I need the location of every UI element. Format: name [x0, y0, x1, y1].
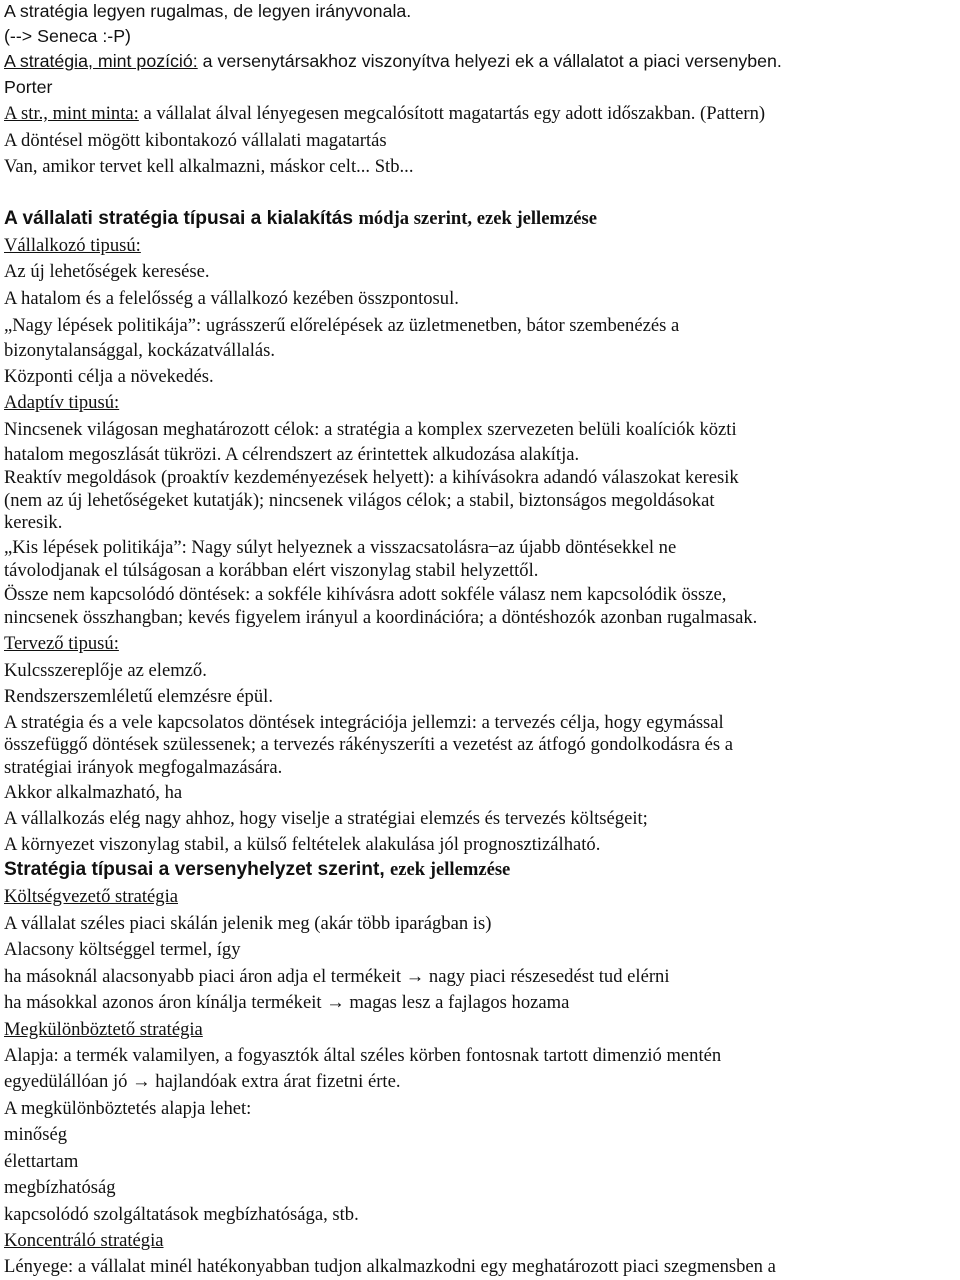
text-line: stratégiai irányok megfogalmazására. [4, 757, 283, 778]
text-line: (nem az új lehetőségeket kutatják); nincsenek világos célok; a stabil, biztonságos megoldásokat [4, 490, 715, 511]
text-line: Porter [4, 77, 53, 97]
list-item: megbízhatóság [4, 1177, 116, 1198]
text-line: Lényege: a vállalat minél hatékonyabban tudjon alkalmazkodni egy meghatározott piaci szegmensben a [4, 1256, 776, 1277]
text-line: Alacsony költséggel termel, így [4, 939, 241, 960]
list-item: minőség [4, 1124, 68, 1145]
heading-part: A vállalati stratégia típusai a kialakítás [4, 208, 359, 229]
text-line: „Nagy lépések politikája”: ugrásszerű előrelépések az üzletmenetben, bátor szembenézés a [4, 315, 680, 336]
term-underlined: A stratégia, mint pozíció: [4, 51, 198, 71]
subheading: Költségvezető stratégia [4, 886, 178, 907]
text-line: Össze nem kapcsolódó döntések: a sokféle kihívásra adott sokféle válasz nem kapcsolódik össze, [4, 584, 727, 605]
subheading: Vállalkozó tipusú: [4, 235, 141, 256]
text-line: A hatalom és a felelősség a vállalkozó kezében összpontosul. [4, 288, 459, 309]
text-line: A környezet viszonylag stabil, a külső feltételek alakulása jól prognosztizálható. [4, 834, 601, 855]
subheading: Adaptív tipusú: [4, 392, 120, 413]
text-line: Nincsenek világosan meghatározott célok: a stratégia a komplex szervezeten belüli koalíciók közti [4, 419, 737, 440]
text-line: Reaktív megoldások (proaktív kezdeményezések helyett): a kihívásokra adandó válaszokat keresik [4, 467, 739, 488]
text-line: A vállalat széles piaci skálán jelenik meg (akár több iparágban is) [4, 913, 492, 934]
text-line: A döntésel mögött kibontakozó vállalati magatartás [4, 130, 387, 151]
list-item: élettartam [4, 1151, 79, 1172]
text-line: A megkülönböztetés alapja lehet: [4, 1098, 252, 1119]
text-line: Kulcsszereplője az elemző. [4, 660, 207, 681]
text-line: Rendszerszemléletű elemzésre épül. [4, 686, 273, 707]
text-line: A stratégia legyen rugalmas, de legyen irányvonala. [4, 1, 412, 21]
heading-part: módja szerint, ezek jellemzése [358, 208, 597, 229]
text-line: Központi célja a növekedés. [4, 366, 214, 387]
text-line: bizonytalansággal, kockázatvállalás. [4, 340, 276, 361]
text-line: Akkor alkalmazható, ha [4, 782, 183, 803]
text-span: a vállalat álval lényegesen megcalósított magatartás egy adott időszakban. (Pattern) [138, 103, 766, 124]
text-line: Alapja: a termék valamilyen, a fogyasztók által széles körben fontosnak tartott dimenzió mentén [4, 1045, 722, 1066]
text-line: távolodjanak el túlságosan a korábban elért viszonylag stabil helyzettől. [4, 560, 539, 581]
text-line: A vállalkozás elég nagy ahhoz, hogy viselje a stratégiai elemzés és tervezés költségeit; [4, 808, 648, 829]
heading-part: Stratégia típusai a versenyhelyzet szerint, [4, 859, 391, 880]
text-line: hatalom megoszlását tükrözi. A célrendszert az érintettek alkudozása alakítja. [4, 444, 580, 465]
section-heading [4, 208, 597, 230]
text-line: Az új lehetőségek keresése. [4, 261, 210, 282]
text-line: ha másoknál alacsonyabb piaci áron adja el termékeit → nagy piaci részesedést tud elérni [4, 966, 670, 987]
text-line: „Kis lépések politikája”: Nagy súlyt helyeznek a visszacsatolásra ̶ az újabb döntésekkel ne [4, 537, 677, 558]
text-line: nincsenek összhangban; kevés figyelem irányul a koordinációra; a döntéshozók azonban rugalmasak. [4, 607, 758, 628]
subheading: Megkülönböztető stratégia [4, 1019, 203, 1040]
text-line [4, 103, 765, 125]
term-underlined: A str., mint minta: [4, 103, 139, 124]
text-line: A stratégia és a vele kapcsolatos döntések integrációja jellemzi: a tervezés célja, hogy egymással [4, 712, 724, 733]
text-line: keresik. [4, 512, 63, 533]
text-line: egyedülállóan jó → hajlandóak extra árat fizetni érte. [4, 1071, 401, 1092]
text-line [4, 50, 782, 72]
text-line: Van, amikor tervet kell alkalmazni, máskor celt... Stb... [4, 156, 414, 177]
text-span: a versenytársakhoz viszonyítva helyezi ek a vállalatot a piaci versenyben. [197, 51, 782, 71]
heading-part: ezek jellemzése [390, 859, 511, 880]
subheading: Koncentráló stratégia [4, 1230, 164, 1251]
text-line: ha másokkal azonos áron kínálja termékeit → magas lesz a fajlagos hozama [4, 992, 570, 1013]
text-line: összefüggő döntések szülessenek; a tervezés rákényszeríti a vezetést az átfogó gondolkodásra és a [4, 734, 733, 755]
list-item: kapcsolódó szolgáltatások megbízhatósága, stb. [4, 1204, 359, 1225]
subheading: Tervező tipusú: [4, 633, 119, 654]
section-heading [4, 859, 510, 881]
text-line: (--> Seneca :-P) [4, 26, 131, 46]
